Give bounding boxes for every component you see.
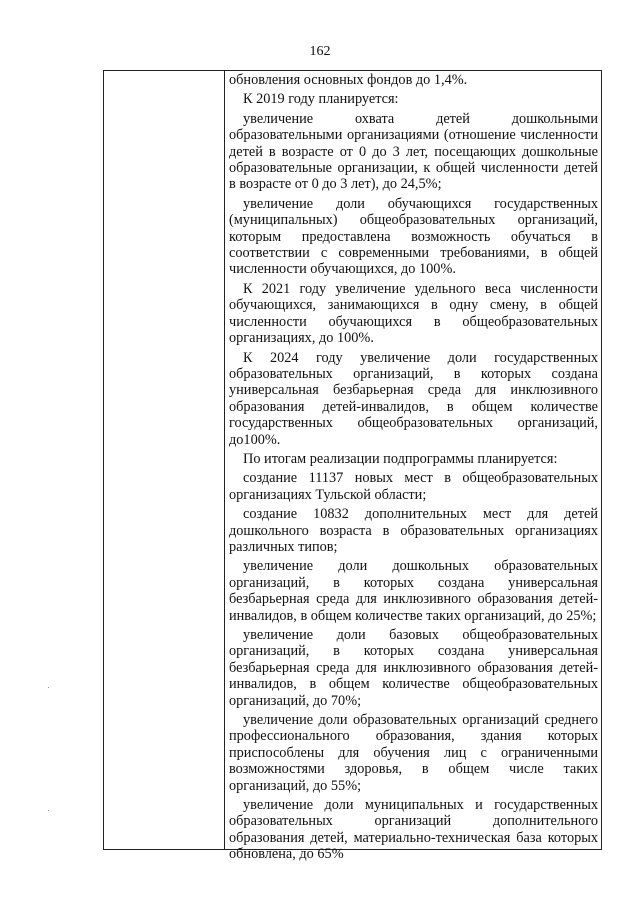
paragraph-2021-one-shift: К 2021 году увеличение удельного веса численности обучающихся, занимающихся в одну смену, в общей численности обучающихся в общеобразовательных организациях, до 100%. (229, 280, 598, 347)
scan-speck (48, 687, 49, 688)
scan-speck (48, 810, 49, 811)
paragraph-additional-education: увеличение доли муниципальных и государственных образовательных организаций дополнительного образования детей, материально-техническая база которых обновлена, до 65% (229, 797, 598, 863)
paragraph-fund-renewal: обновления основных фондов до 1,4%. (229, 72, 468, 88)
paragraph-2024-barrier-free: К 2024 году увеличение доли государственных образовательных организаций, в которых создана универсальная безбарьерная среда для инклюзивного образования детей-инвалидов, в общем количестве государственных общеобразовательных организаций, до100%. (229, 349, 598, 448)
paragraph-results-header: По итогам реализации подпрограммы планируется: (243, 450, 558, 467)
paragraph-preschool-places: создание 10832 дополнительных мест для детей дошкольного возраста в образовательных организациях различных типов; (229, 506, 598, 555)
paragraph-modern-requirements: увеличение доли обучающихся государственных (муниципальных) общеобразовательных организаций, которым предоставлена возможность обучаться в соответствии с современными требованиями, в общей численности обучающихся, до 100%. (229, 195, 598, 278)
paragraph-vocational-accessible: увеличение доли образовательных организаций среднего профессионального образования, здания которых приспособлены для обучения лиц с ограниченными возможностями здоровья, в общем числе таких организаций, до 55%; (229, 712, 598, 794)
right-column-text (229, 72, 598, 866)
paragraph-2019-header: К 2019 году планируется: (243, 91, 399, 108)
page-number: 162 (309, 44, 331, 59)
paragraph-basic-inclusive: увеличение доли базовых общеобразовательных организаций, в которых создана универсальная безбарьерная среда для инклюзивного образования детей-инвалидов, в общем количестве общеобразовательных организаций, до 70%; (229, 627, 598, 709)
paragraph-new-places: создание 11137 новых мест в общеобразовательных организациях Тульской области; (229, 470, 598, 503)
column-divider (224, 70, 225, 850)
paragraph-preschool-inclusive: увеличение доли дошкольных образовательных организаций, в которых создана универсальная безбарьерная среда для инклюзивного образования детей-инвалидов, в общем количестве таких организаций, до 25%; (229, 558, 598, 624)
paragraph-preschool-coverage: увеличение охвата детей дошкольными образовательными организациями (отношение численности детей в возрасте от 0 до 3 лет, посещающих дошкольные образовательные организации, к общей численности детей в возрасте от 0 до 3 лет), до 24,5%; (229, 110, 598, 193)
